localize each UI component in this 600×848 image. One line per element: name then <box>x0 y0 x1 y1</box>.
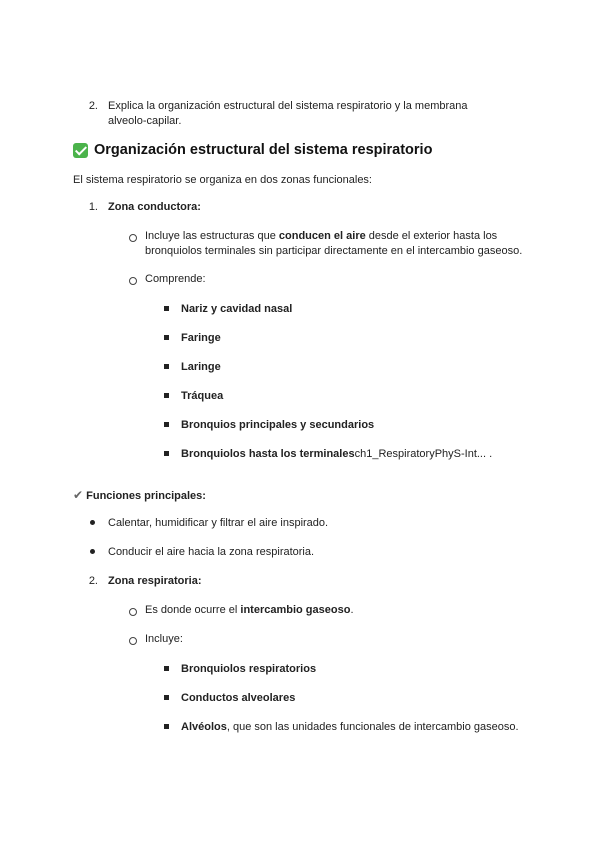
zone2-desc-pre: Es donde ocurre el <box>145 604 241 616</box>
zone1-desc-pre: Incluye las estructuras que <box>145 230 279 242</box>
zone1-item: Faringe <box>181 332 221 344</box>
function-item: Conducir el aire hacia la zona respiratoria. <box>108 546 315 558</box>
zone1-description <box>145 228 497 244</box>
zone2-item: Conductos alveolares <box>181 692 296 704</box>
zone1-last-bold: Bronquiolos hasta los terminales <box>181 448 355 460</box>
zone1-number: 1. <box>88 201 98 213</box>
hollow-circle-bullet-icon <box>129 234 137 242</box>
zone2-description <box>145 602 354 618</box>
section-heading <box>73 142 432 158</box>
intro-line-1: Explica la organización estructural del sistema respiratorio y la membrana <box>108 100 468 112</box>
zone2-number: 2. <box>88 575 98 587</box>
bullet-dot-icon <box>90 549 95 554</box>
zone2-item: Bronquiolos respiratorios <box>181 663 317 675</box>
hollow-circle-bullet-icon <box>129 277 137 285</box>
square-bullet-icon <box>164 695 169 700</box>
functions-title: Funciones principales: <box>86 490 206 502</box>
zone2-last-bold: Alvéolos <box>181 721 227 733</box>
zone1-item: Bronquios principales y secundarios <box>181 419 375 431</box>
zone2-item-last <box>181 719 519 735</box>
square-bullet-icon <box>164 724 169 729</box>
zone2-incluye: Incluye: <box>145 633 183 645</box>
zone2-desc-post: . <box>350 604 354 616</box>
lead-paragraph: El sistema respiratorio se organiza en dos zonas funcionales: <box>73 174 372 186</box>
zone1-desc-post: desde el exterior hasta los <box>365 230 498 242</box>
intro-line-2: alveolo-capilar. <box>108 115 182 127</box>
zone1-item: Laringe <box>181 361 221 373</box>
functions-heading <box>73 487 206 504</box>
zone1-item-last <box>181 446 492 462</box>
zone1-comprende: Comprende: <box>145 273 206 285</box>
square-bullet-icon <box>164 393 169 398</box>
function-item: Calentar, humidificar y filtrar el aire inspirado. <box>108 517 329 529</box>
square-bullet-icon <box>164 335 169 340</box>
zone2-title: Zona respiratoria: <box>108 575 202 587</box>
hollow-circle-bullet-icon <box>129 637 137 645</box>
zone1-item: Tráquea <box>181 390 224 402</box>
zone1-description-line-2: bronquiolos terminales sin participar directamente en el intercambio gaseoso. <box>145 245 523 257</box>
square-bullet-icon <box>164 451 169 456</box>
bullet-dot-icon <box>90 520 95 525</box>
square-bullet-icon <box>164 364 169 369</box>
green-check-icon <box>73 143 88 158</box>
square-bullet-icon <box>164 666 169 671</box>
zone1-desc-bold: conducen el aire <box>278 230 366 242</box>
zone2-desc-bold: intercambio gaseoso <box>240 604 351 616</box>
hollow-circle-bullet-icon <box>129 608 137 616</box>
intro-number: 2. <box>88 100 98 112</box>
zone2-last-rest: , que son las unidades funcionales de intercambio gaseoso. <box>226 721 519 733</box>
citation-link[interactable]: ch1_RespiratoryPhyS-Int... . <box>354 448 493 460</box>
square-bullet-icon <box>164 422 169 427</box>
section-heading-title: Organización estructural del sistema respiratorio <box>94 142 433 158</box>
check-mark-icon: ✔ <box>73 488 84 502</box>
zone1-title: Zona conductora: <box>108 201 201 213</box>
zone1-item: Nariz y cavidad nasal <box>181 303 293 315</box>
square-bullet-icon <box>164 306 169 311</box>
